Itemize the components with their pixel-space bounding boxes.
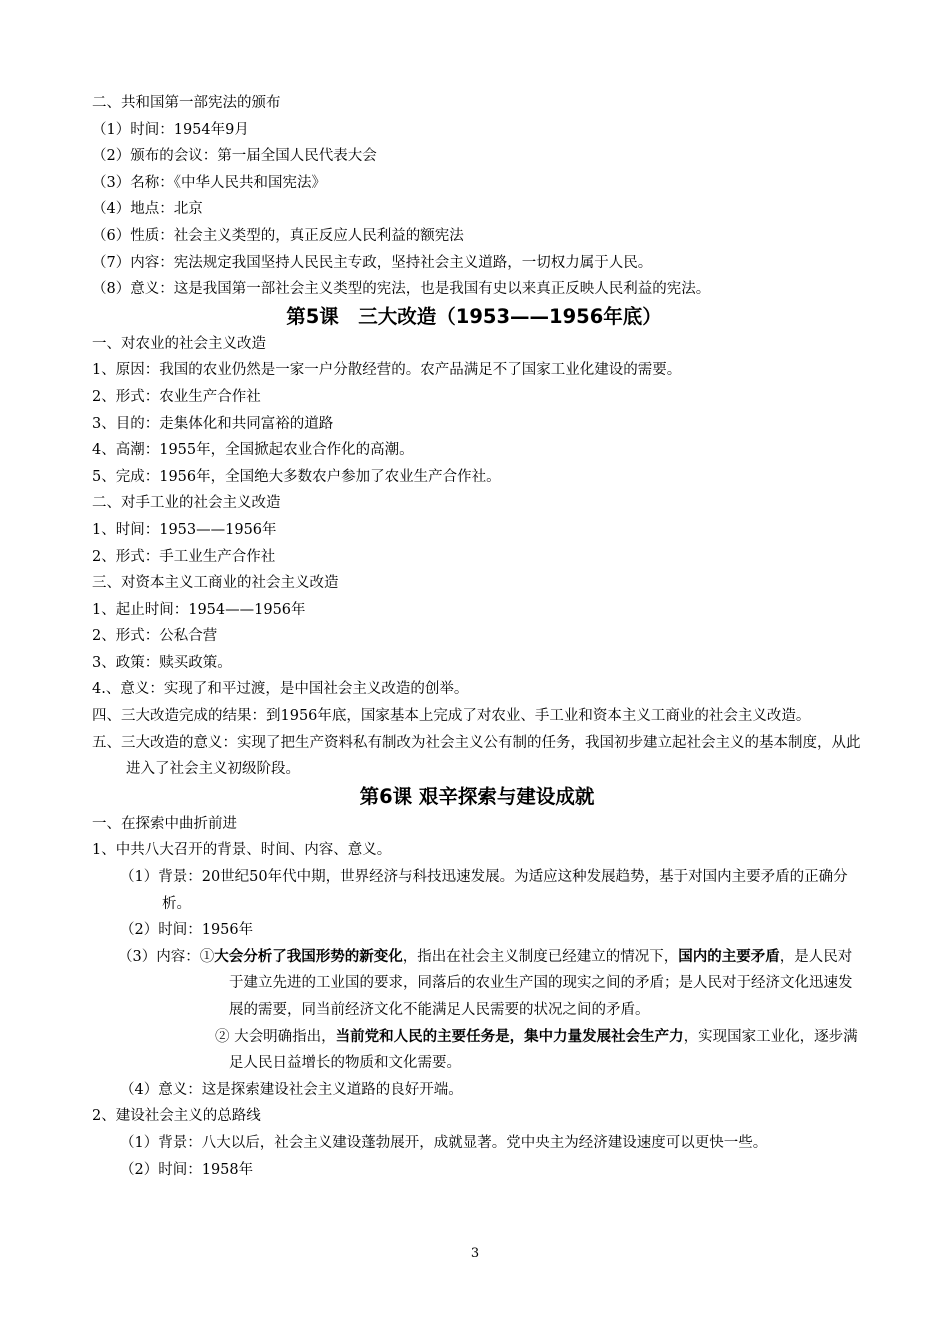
agri-item-goal: 3、目的：走集体化和共同富裕的道路: [92, 415, 334, 432]
lesson5-title: 第5课 三大改造（1953——1956年底）: [286, 304, 662, 328]
content-bold-new-change: 大会分析了我国形势的新变化: [214, 947, 403, 965]
content-prefix: （3）内容：①: [118, 948, 215, 965]
content-bold-main-contradiction: 国内的主要矛盾: [678, 947, 780, 965]
constitution-item-time: （1）时间：1954年9月: [92, 121, 249, 138]
congress-time: （2）时间：1956年: [120, 922, 254, 939]
capital-item-form: 2、形式：公私合营: [92, 628, 218, 645]
content-text-4: ，实现国家工业化，逐步满足人民日益增长的物质和文化需要。: [229, 1028, 858, 1072]
constitution-item-content: （7）内容：宪法规定我国坚持人民民主专政，坚持社会主义道路，一切权力属于人民。: [92, 254, 653, 271]
lesson6-title: 第6课 艰辛探索与建设成就: [359, 784, 595, 808]
constitution-item-meeting: （2）颁布的会议：第一届全国人民代表大会: [92, 148, 377, 165]
handicraft-item-form: 2、形式：手工业生产合作社: [92, 548, 276, 565]
congress-heading: 1、中共八大召开的背景、时间、内容、意义。: [92, 842, 392, 859]
handicraft-heading: 二、对手工业的社会主义改造: [92, 495, 281, 512]
congress-content-2: [92, 1024, 862, 1077]
general-line-heading: 2、建设社会主义的总路线: [92, 1108, 261, 1125]
capital-item-time: 1、起止时间：1954——1956年: [92, 601, 306, 618]
constitution-item-place: （4）地点：北京: [92, 201, 203, 218]
constitution-item-meaning: （8）意义：这是我国第一部社会主义类型的宪法，也是我国有史以来真正反映人民利益的宪法。: [92, 281, 711, 298]
agri-heading: 一、对农业的社会主义改造: [92, 335, 266, 352]
constitution-item-name: （3）名称：《中华人民共和国宪法》: [92, 174, 326, 191]
document-body: [92, 90, 862, 1183]
agri-item-complete: 5、完成：1956年，全国绝大多数农户参加了农业生产合作社。: [92, 468, 501, 485]
reform-result: 四、三大改造完成的结果：到1956年底，国家基本上完成了对农业、手工业和资本主义工商业的社会主义改造。: [92, 708, 811, 725]
constitution-item-nature: （6）性质：社会主义类型的，真正反应人民利益的额宪法: [92, 227, 464, 244]
general-line-time: （2）时间：1958年: [120, 1161, 254, 1178]
congress-content-1: [92, 944, 862, 1024]
capital-heading: 三、对资本主义工商业的社会主义改造: [92, 575, 339, 592]
capital-item-policy: 3、政策：赎买政策。: [92, 654, 232, 671]
section-heading-constitution: 二、共和国第一部宪法的颁布: [92, 95, 281, 111]
congress-significance: （4）意义：这是探索建设社会主义道路的良好开端。: [120, 1081, 463, 1098]
general-line-background: （1）背景：八大以后，社会主义建设蓬勃展开，成就显著。党中央主为经济建设速度可以更快一些。: [120, 1134, 768, 1151]
agri-item-climax: 4、高潮：1955年，全国掀起农业合作化的高潮。: [92, 442, 414, 459]
capital-item-meaning: 4.、意义：实现了和平过渡，是中国社会主义改造的创举。: [92, 681, 469, 698]
agri-item-reason: 1、原因：我国的农业仍然是一家一户分散经营的。农产品满足不了国家工业化建设的需要。: [92, 362, 682, 379]
page-number: 3: [470, 1246, 480, 1261]
reform-meaning: 五、三大改造的意义：实现了把生产资料私有制改为社会主义公有制的任务，我国初步建立起社会主义的基本制度，从此进入了社会主义初级阶段。: [92, 734, 861, 778]
content-bold-main-task: 当前党和人民的主要任务是，集中力量发展社会生产力: [335, 1027, 684, 1045]
content-text-1: ，指出在社会主义制度已经建立的情况下，: [402, 948, 679, 965]
handicraft-item-time: 1、时间：1953——1956年: [92, 521, 277, 538]
content-text-3: ② 大会明确指出，: [215, 1028, 336, 1045]
explore-heading: 一、在探索中曲折前进: [92, 815, 237, 832]
agri-item-form: 2、形式：农业生产合作社: [92, 388, 261, 405]
congress-background: （1）背景：20世纪50年代中期，世界经济与科技迅速发展。为适应这种发展趋势，基于对国内主要矛盾的正确分析。: [120, 869, 848, 912]
content-text-2: ，是人民对于建立先进的工业国的要求，同落后的农业生产国的现实之间的矛盾；是人民对于经济文化迅速发展的需要，同当前经济文化不能满足人民需要的状况之间的矛盾。: [229, 948, 853, 1018]
